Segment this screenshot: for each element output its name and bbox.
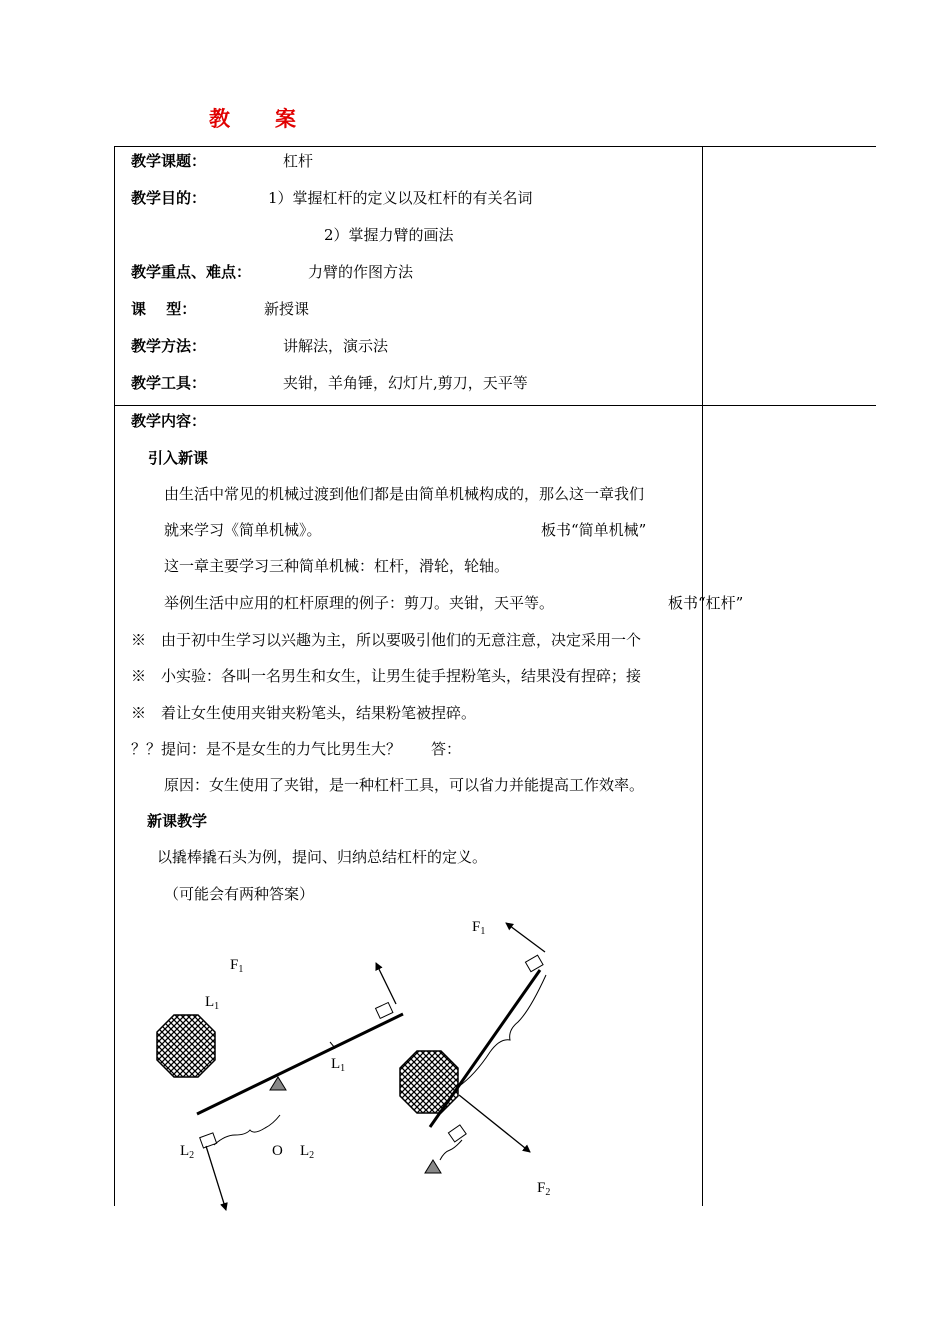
paragraph-5: （可能会有两种答案） — [164, 885, 315, 903]
paragraph-2: 这一章主要学习三种简单机械：杠杆，滑轮，轮轴。 — [164, 557, 510, 575]
note-line-1: ※ 由于初中生学习以兴趣为主，所以要吸引他们的无意注意，决定采用一个 — [131, 631, 642, 649]
force-arrow-left-top — [376, 963, 396, 1004]
paragraph-1-line-2: 就来学习《简单机械》。 — [164, 521, 322, 539]
rock-left — [157, 1015, 215, 1077]
label-L1-left: $L_1$ — [205, 994, 220, 1012]
brace-left — [214, 1115, 280, 1145]
topic-value: 杠杆 — [283, 152, 314, 170]
load-box-right-bottom — [448, 1125, 466, 1142]
rock-right — [400, 1051, 458, 1113]
section-intro-title: 引入新课 — [148, 449, 209, 467]
lever-bar-right — [430, 970, 540, 1127]
label-L2-mid: $L_2$ — [300, 1143, 315, 1161]
keypoint-value: 力臂的作图方法 — [308, 263, 414, 281]
tools-value: 夹钳，羊角锤，幻灯片,剪刀，天平等 — [283, 374, 528, 392]
load-box-right-top — [525, 955, 543, 972]
lever-bar-left — [197, 1014, 403, 1114]
wire-right — [440, 1140, 462, 1160]
method-value: 讲解法，演示法 — [283, 337, 389, 355]
objective-label: 教学目的： — [131, 189, 207, 207]
method-label: 教学方法： — [131, 337, 207, 355]
paragraph-4: 以撬棒撬石头为例，提问、归纳总结杠杆的定义。 — [157, 848, 488, 866]
label-O: O — [272, 1143, 283, 1159]
board-note-1: 板书“简单机械” — [541, 521, 647, 539]
content-heading: 教学内容： — [131, 412, 207, 430]
paragraph-3: 举例生活中应用的杠杆原理的例子：剪刀。夹钳，天平等。 — [164, 594, 555, 612]
fulcrum-right — [425, 1160, 441, 1173]
lesson-type-label: 课 型： — [131, 300, 197, 318]
lesson-type-value: 新授课 — [264, 300, 310, 318]
label-F1-right: $F_1$ — [472, 919, 486, 937]
keypoint-label: 教学重点、难点： — [131, 263, 252, 281]
load-box-left-top — [376, 1003, 393, 1019]
tools-label: 教学工具： — [131, 374, 207, 392]
note-line-3: ※ 着让女生使用夹钳夹粉笔头，结果粉笔被捏碎。 — [131, 704, 477, 722]
force-arrow-left-bottom — [206, 1146, 226, 1210]
force-arrow-right-top — [506, 923, 545, 952]
board-note-2: 板书“杠杆” — [668, 594, 744, 612]
topic-label: 教学课题： — [131, 152, 207, 170]
page-title: 教 案 — [209, 106, 308, 131]
note-line-2: ※ 小实验：各叫一名男生和女生，让男生徒手捏粉笔头，结果没有捏碎；接 — [131, 667, 642, 685]
label-F1-left: $F_1$ — [230, 957, 244, 975]
question-line: ？？提问：是不是女生的力气比男生大？ 答： — [131, 740, 462, 758]
label-F2-right: $F_2$ — [537, 1180, 551, 1198]
section-new-title: 新课教学 — [147, 812, 208, 830]
objective-value-2: 2）掌握力臂的画法 — [324, 226, 454, 244]
force-arrow-right-bottom — [459, 1095, 530, 1152]
label-L2-left: $L_2$ — [180, 1143, 195, 1161]
label-L1-mid: $L_1$ — [331, 1056, 346, 1074]
paragraph-1-line-1: 由生活中常见的机械过渡到他们都是由简单机械构成的，那么这一章我们 — [164, 485, 645, 503]
reason-line: 原因：女生使用了夹钳，是一种杠杆工具，可以省力并能提高工作效率。 — [164, 776, 645, 794]
objective-value-1: 1）掌握杠杆的定义以及杠杆的有关名词 — [268, 189, 533, 207]
load-box-left-bottom — [200, 1133, 217, 1148]
